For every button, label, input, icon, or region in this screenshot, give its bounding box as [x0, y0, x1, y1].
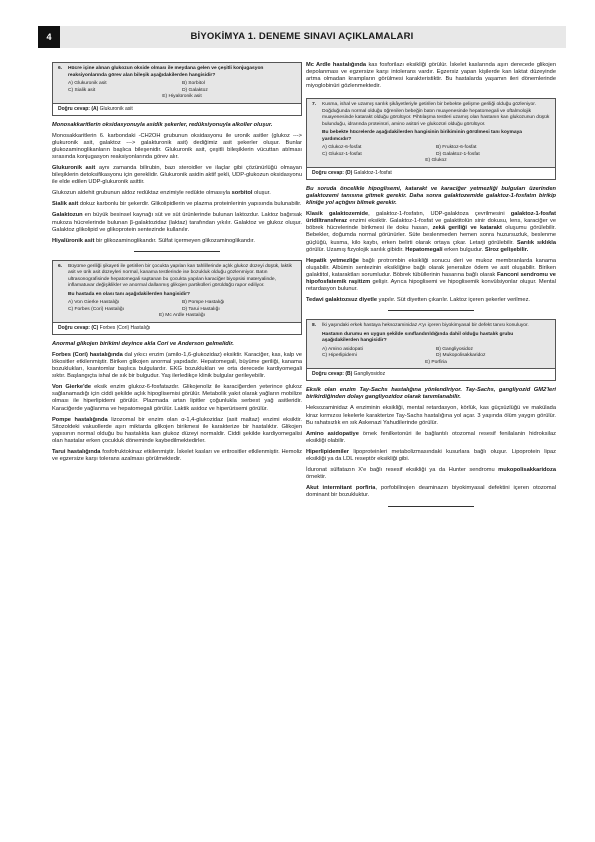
option-e: E) Mc Ardle Hastalığı	[159, 313, 205, 319]
question-number: 6.	[58, 263, 63, 269]
option-c: C) Hiperlipidemi	[322, 353, 357, 359]
question-stem: İki yaşındaki erkek hastaya heksozaminidaz A'yı içeren biyokimyasal bir defekt tanısı konuluyor.	[322, 323, 529, 329]
section-summary: Anormal glikojen birikimi deyince akla Cori ve Anderson gelmelidir.	[52, 340, 234, 347]
question-box-6b	[52, 260, 302, 335]
divider	[388, 506, 474, 507]
answer-text: Galaktoz-1-fosfat	[353, 169, 392, 176]
answer-line	[53, 322, 301, 334]
paragraph: Tarui hastalığında fosfofruktokinaz etkilenmiştir. İskelet kasları ve eritrositler etkilenmiştir. Hemoliz ve egzersize karşı tolerans azalması görülmektedir.	[52, 449, 302, 463]
paragraph: Galaktozun en büyük besinsel kaynağı süt ve süt ürünlerinde bulunan laktozdur. Laktoz bağırsak mukoza hücrelerinde bulunan β-galaktozidaz (laktaz) tarafından yıkılır. Galaktoz ve glukoz oluşur. Galaktoz glikolipid ve glikoprotein sentezinde kullanılır.	[52, 212, 302, 233]
question-number: 8.	[312, 323, 317, 329]
option-d: D) Galaktoz	[182, 87, 208, 93]
option-b: B) Gangliyosidoz	[436, 346, 473, 352]
answer-text: Glukuronik asit	[99, 105, 133, 112]
option-a: A) Glukoz-6-fosfat	[322, 145, 362, 151]
paragraph: Glukozun aldehit grubunun aldoz redüktaz enzimiyle redükte olmasıyla sorbitol oluşur.	[52, 190, 271, 197]
option-d: D) Tarui Hastalığı	[182, 306, 220, 312]
page-number: 4	[38, 26, 60, 48]
option-list	[58, 79, 296, 101]
option-d: D) Mukopolisakkaridoz	[436, 353, 486, 359]
answer-label: Doğru cevap: (C)	[58, 324, 99, 331]
left-column	[52, 62, 302, 467]
option-b: B) Fruktoz-6-fosfat	[436, 145, 477, 151]
question-box-7	[306, 98, 556, 180]
divider	[388, 310, 474, 311]
answer-line	[307, 368, 555, 380]
question-stem: Hücre içine alınan glukozun okside olması ile meydana gelen ve çeşitli konjugasyon reaksiyonlarında görev alan bileşik aşağıdakilerden hangisidir?	[68, 66, 264, 78]
answer-label: Doğru cevap: (B)	[312, 371, 353, 378]
option-list	[58, 298, 296, 320]
question-prompt: Bu hastada en olası tanı aşağıdakilerden hangisidir?	[68, 291, 191, 297]
question-prompt: Hastanın durumu en uygun şekilde sınıflandırıldığında dahil olduğu hastalık grubu aşağıdakilerden hangisidir?	[322, 331, 514, 344]
question-stem: Büyüme geriliği şikayeti ile getirilen bir çocukta yapılan kan tahlillerinde açlık glukoz düzeyi düşük, laktik asit ve ürik asit düzeyleri normal, kanama testlerinde ise bozukluk olduğu gözlenmiyor. Batın ultrasonografisinde hepatomegali saptanan bu çocukta yapılan karaciğer biyopsisi materyalinde, inflamatuvar değişiklikler ve anormal dallanmış glikojen partikülleri görüldüğü rapor ediliyor.	[68, 263, 292, 289]
paragraph: İduronat sülfatazın X'e bağlı resesif eksikliği ya da Hunter sendromu mukopolisakkaridoza örnektir.	[306, 467, 556, 481]
question-box-8	[306, 319, 556, 381]
question-number: 6.	[58, 66, 63, 71]
paragraph: Forbes (Cori) hastalığında dal yıkıcı enzim (amilo-1,6-glukozidaz) eksiktir. Karaciğer, kas, kalp ve lökositler etkilenmiştir. Biriken glikojen anormal yapıdadır. Hepatomegali, büyüme geriliği, kanama bozuklukları, ksantomlar başlıca bulgulardır. EKG bozuklukları ve orta derecede kardiyomegali sıktır. Başlangıçta ishal de sık bir bulgudur. Yaş ilerledikçe klinik bulgular gerileyebilir.	[52, 351, 302, 380]
section-summary: Bu soruda öncelikle hipoglisemi, katarakt ve karaciğer yetmezliği bulguları üzerinden galaktozemi tanısına gitmek gerekir. Daha sonra galaktozemide galaktoz-1-fosfatın birikip kliniğe yol açtığını bilmek gerekir.	[306, 185, 556, 207]
option-a: A) Amino asidopati	[322, 346, 363, 352]
paragraph: Tedavi galaktozsuz diyetle yapılır. Süt diyetten çıkarılır. Laktoz içeren şekerler verilmez.	[306, 297, 531, 304]
answer-text: Gangliyosidoz	[353, 371, 386, 378]
option-d: D) Galaktoz-1-fosfat	[436, 151, 480, 157]
paragraph: Akut intermitant porfiria, porfobilinojen deaminazın biyokimyasal defektini içeren otozomal dominant bir bozukluktur.	[306, 485, 557, 499]
option-list	[312, 143, 550, 165]
paragraph: Hiperlipidemiler lipoproteinleri metabolizmasındaki kusurlara bağlı oluşur. Lipoprotein lipaz eksikliği ya da LDL reseptör eksikliği gibi.	[306, 448, 556, 463]
answer-label: Doğru cevap: (D)	[312, 169, 353, 176]
paragraph: Amino asidopatiye örnek fenilketonüri ile bağlantılı otozomal resesif fenilalanin hidroksilaz eksikliği olabilir.	[306, 430, 556, 444]
paragraph: Hepatik yetmezliğe bağlı protrombin eksikliği sonucu deri ve mukoz membranlarda kanama oluşabilir. Albümin sentezinin eksikliğine bağlı olarak jeneralize ödem ve asit oluşabilir. Biriken galaktitol, kataraktları sorumludur. Böbrek tübüllerinin hasarına bağlı olarak Fanconi sendromu ve hipofosfatemik raşitizm gelişir. Ayrıca hipoglisemi ve hipoglisemik konvülsiyonlar oluşur. Mental retardasyon bulunur.	[306, 257, 556, 293]
option-e: E) Porfiria	[425, 359, 447, 365]
paragraph: Monosakkaritlerin 6. karbondaki -CH2OH grubunun oksidasyonu ile uronik asitler (glukoz ---> glukuronik asit, galaktoz ---> galakturonik asit) dediğimiz asit şekerler oluşur. Bunlar glukozaminoglikanların başlıca bileşenidir. Glukuronik asit, çeşitli bileşiklerin vücuttan atılması sırasında konjugasyon reaksiyonlarında görev alır.	[52, 132, 302, 160]
option-b: B) Pompe Hastalığı	[182, 300, 225, 306]
answer-line	[53, 103, 301, 115]
paragraph: Sialik asit dokuz karbonlu bir şekerdir. Glikolipidlerin ve plazma proteinlerinin yapısında bulunabilir.	[52, 201, 302, 208]
paragraph: Pompe hastalığında lizozomal bir enzim olan α-1,4-glukozidaz (asit maltaz) enzimi eksiktir. Sitozoldeki vakuollerde aşırı miktarda glikojen birikmesi ile karakterize bir hastalıktır. Glikojen yapısının normal olduğu bu hastalıkta kan glukoz düzeyi normaldir. Ciddi şekilde kardiyomegalisi olan hastalar erken çocukluk döneminde kaybedilmektedirler.	[52, 416, 302, 444]
paragraph: Von Gierke'de eksik enzim glukoz-6-fosfatazdır. Glikojenoliz ile karaciğerden yeterince glukoz sağlanamadığı için ciddi şekilde açlık hipoglisemisi görülür. Metabolik yakıt olarak yağların mobilize olması ile hiperlipidemi görülür. Plazmada artan lipitler çoğunlukla serbest yağ asitleridir. Karaciğerde yağlanma ve hepatomegali görülür. Laktik asidoz ve hiperürisemi görülür.	[52, 384, 302, 412]
page-title: BİYOKİMYA 1. DENEME SINAVI AÇIKLAMALARI	[190, 31, 414, 42]
question-prompt: Bu bebekte hücrelerde aşağıdakilerden hangisinin birikiminin görülmesi tanı koymaya yardımcıdır?	[322, 130, 523, 142]
option-a: A) Glukuronik asit	[68, 81, 107, 86]
right-column	[306, 62, 556, 515]
question-box-6a	[52, 62, 302, 116]
paragraph: Heksozaminidaz A enziminin eksikliği, mental retardasyon, körlük, kas güçsüzlüğü ve makülada kiraz kırmızısı lekelerle karakterize Tay-Sachs hastalığına yol açar. 3 yaşında ölüm yaygın görülür. Bu rahatsızlık en sık Askenazi Yahudilerinde görülür.	[306, 405, 556, 426]
option-a: A) Von Gierke Hastalığı	[68, 300, 120, 306]
question-number: 7.	[312, 102, 317, 108]
answer-line	[307, 167, 555, 179]
page-header	[38, 26, 566, 48]
divider	[134, 251, 220, 252]
question-stem: Kusma, ishal ve uzamış sarılık şikâyetleriyle getirilen bir bebekte gelişme geriliği olduğu gözleniyor. Doğduğunda normal olduğu öğrenilen bebeğin batın muayenesinde hepatomegali ve oftalmolojik muayenesinde katarakt olduğu görülüyor. Pihtılaşma testleri uzamış olan hastanın kan glukozunun düşük bulunduğu, idrarında proteinüri, amino asitüri ve glukozüri olduğu görülüyor.	[322, 102, 550, 127]
answer-text: Forbes (Cori) Hastalığı	[99, 324, 151, 331]
option-c: C) Glukoz-1-fosfat	[322, 151, 362, 157]
answer-label: Doğru cevap: (A)	[58, 105, 99, 112]
paragraph: Klasik galaktozemide, galaktoz-1-fosfatın, UDP-galaktoza çevrilmesini galaktoz-1-fosfat üridiltransferaz enzimi eksiktir. Galaktoz-1-fosfat ve galaktitolün sinir dokusu, lens, karaciğer ve böbrek hücrelerinde birikmesi ile doku hasarı, zekâ geriliği ve katarakt oluşumu görülebilir. Bebekler, doğumda normal görünürler. Süte beslenmeden hemen sonra huzursuzluk, beslenme güçlüğü, kusma, kilo kaybı, erken belirti olarak ortaya çıkar. Letarji görülebilir. Sarılık sıklıkla görülür. Uzamış fizyolojik sarılık gibidir. Hepatomegali erken bulgudur. Siroz gelişebilir.	[306, 211, 556, 253]
paragraph: Glukuronik asit aynı zamanda bilirubin, bazı steroidler ve ilaçlar gibi çözünürlüğü olmayan bileşiklerin detoksifikasyonu için gereklidir. Glukuronik asidin aktif şekli, UDP-glukozun oksidasyonu ile elde edilen UDP-glukuronik asittir.	[52, 164, 302, 186]
section-summary: Monosakkaritlerin oksidasyonuyla asidik şekerler, redüksiyonuyla alkoller oluşur.	[52, 121, 273, 128]
paragraph: Hiyalüronik asit bir glikozaminoglikandır. Sülfat içermeyen glikozaminoglikandır.	[52, 237, 255, 244]
option-e: E) Glukoz	[425, 158, 447, 164]
paragraph: Mc Ardle hastalığında kas fosforilazı eksikliği görülür. İskelet kaslarında aşırı derecede glikojen depolanması ve egzersize karşı intolerans vardır. Egzersiz yapan kişilerde kan laktat düzeyinde artma olmadan krampların görülmesi karakteristiktir. Bu hastalarda yaşamın ileri dönemlerinde miyoglobinüri gözlenmektedir.	[306, 62, 556, 90]
option-c: C) Sialik asit	[68, 87, 96, 93]
option-list	[312, 345, 550, 367]
option-e: E) Hiyalüronik asit	[162, 94, 202, 99]
option-b: B) Sorbitol	[182, 81, 205, 86]
section-summary: Eksik olan enzim Tay-Sachs hastalığına yönlendiriyor. Tay-Sachs, gangliyozid GM2'leri birikirdiğinden dolayı gangliyozidoz olarak tanımlanabilir.	[306, 387, 556, 401]
option-c: C) Forbes (Cori) Hastalığı	[68, 306, 124, 312]
